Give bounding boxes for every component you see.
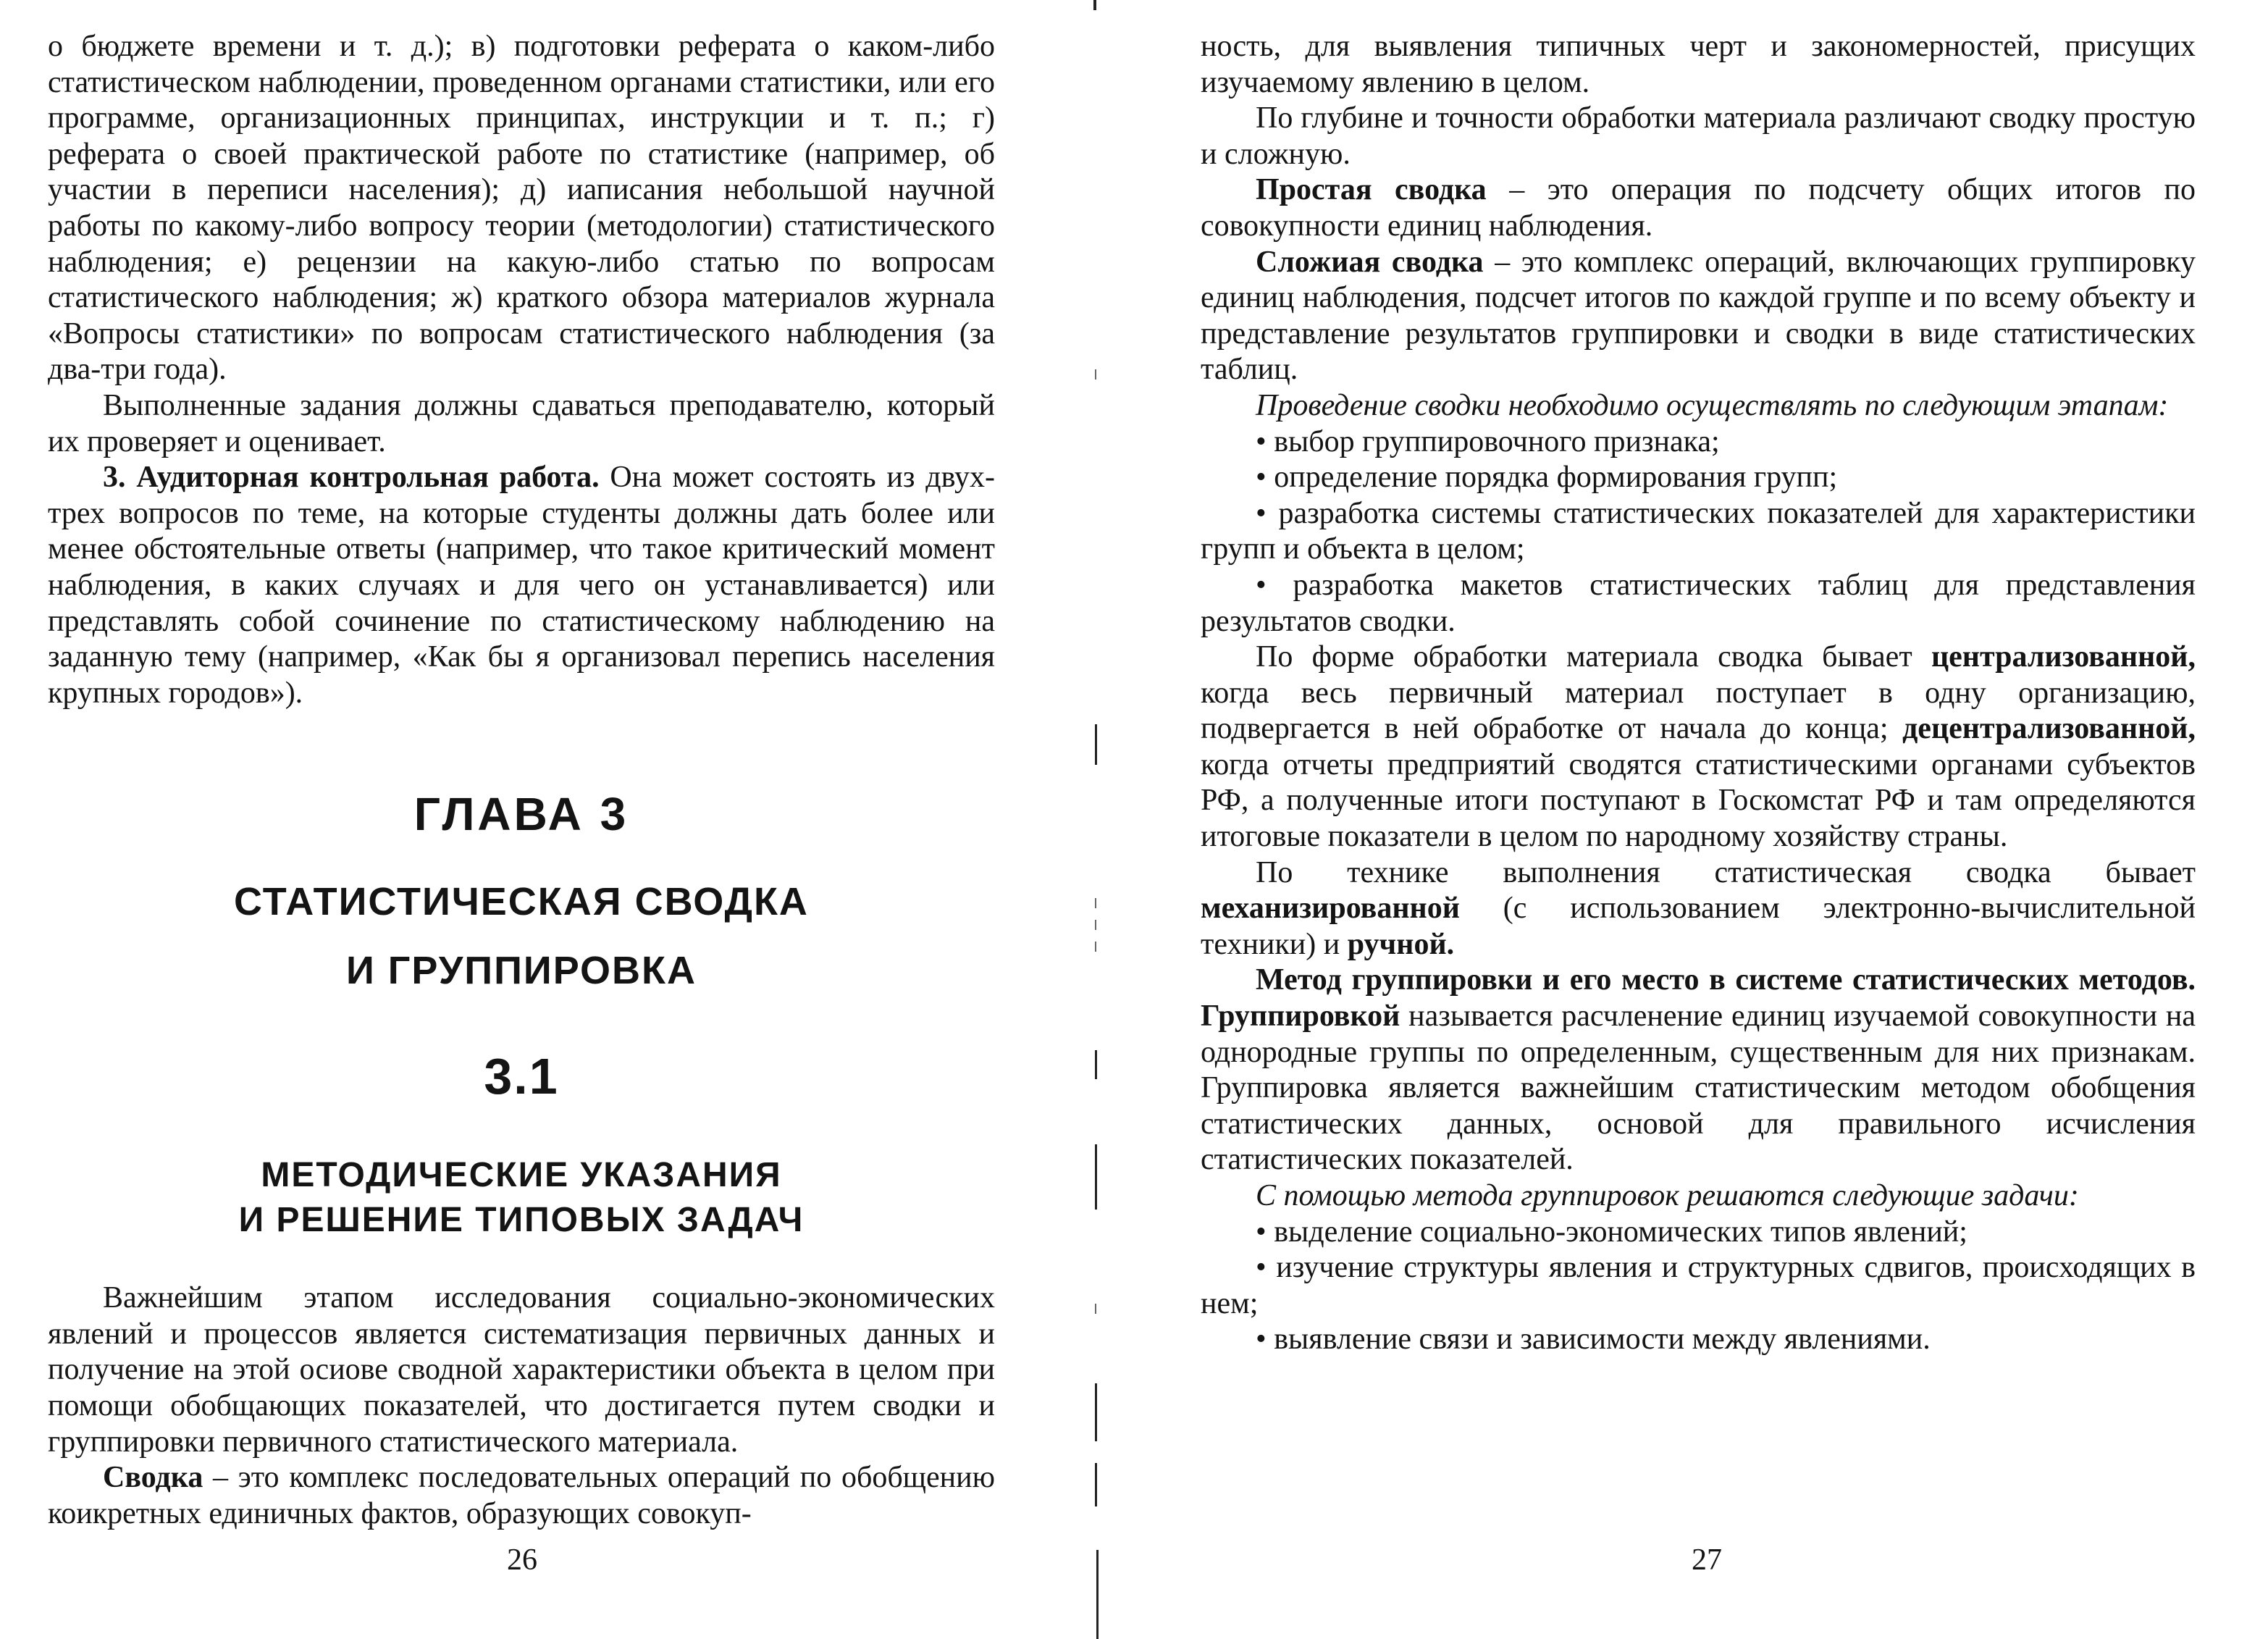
paragraph: ность, для выявления типичных черт и закономерностей, присущих изучаемому явлению в целом. <box>1201 30 2196 99</box>
paragraph-text: По технике выполнения статистическая сводка бывает <box>1256 855 2196 889</box>
bold-heading-run-in: Метод группировки и его место в системе статистических методов. <box>1256 963 2196 997</box>
chapter-title-line-2: И ГРУППИРОВКА <box>345 949 697 993</box>
bold-term: Простая сводка <box>1256 173 1487 207</box>
chapter-title-line-1: СТАТИСТИЧЕСКАЯ СВОДКА <box>234 880 809 924</box>
section-number: 3.1 <box>484 1048 559 1105</box>
paragraph-text: – это операция по подсчету общих итогов по совокупности единиц наблюдения. <box>1201 173 2196 243</box>
list-item: • изучение структуры явления и структурных сдвигов, происходящих в нем; <box>1201 1250 2196 1322</box>
bold-term: Сложиая сводка <box>1256 245 1484 279</box>
paragraph <box>48 1460 995 1532</box>
paragraph-text: По форме обработки материала сводка бывает <box>1256 640 1931 674</box>
paragraph <box>1201 1178 2196 1215</box>
paragraph: Выполненные задания должны сдаваться преподавателю, который их проверяет и оценивает. <box>48 388 995 458</box>
section-title-line-2: И РЕШЕНИЕ ТИПОВЫХ ЗАДАЧ <box>238 1201 805 1240</box>
bold-term: ручной. <box>1347 927 1455 961</box>
paragraph <box>1201 388 2196 424</box>
list-item: • выявление связи и зависимости между явлениями. <box>1201 1322 2196 1358</box>
paragraph: о бюджете времени и т. д.); в) подготовки реферата о каком-либо статистическом наблюдении, проведенном органами статистики, или его программе, организационных принципах, инструкции и т. п.; г) реферата о своей практической работе по статистике (например, об участии в переписи населения); д) иаписания небольшой научной работы по какому-либо вопросу теории (методологии) статистического наблюдения; е) рецензии на какую-либо статью по вопросам статистического наблюдения; ж) краткого обзора материалов журнала «Вопросы статистики» по вопросам статистического наблюдения (за два-три года). <box>48 30 995 387</box>
section-title <box>48 1153 995 1243</box>
italic-intro: Проведение сводки необходимо осуществлять по следующим этапам: <box>1256 388 2169 422</box>
paragraph-text: – это комплекс последовательных операций по обобщению коикретных единичных фактов, образующих совокуп- <box>48 1461 995 1530</box>
paragraph <box>48 460 995 711</box>
list-item: • разработка системы статистических показателей для характеристики групп и объекта в целом; <box>1201 496 2196 568</box>
bold-term: Группировкой <box>1201 999 1400 1034</box>
paragraph: По глубине и точности обработки материала различают сводку простую и сложную. <box>1201 101 2196 171</box>
chapter-title <box>48 868 995 1005</box>
paragraph-text: (с использованием электронно-вычислительной техники) и <box>1201 892 2196 961</box>
list-item: • разработка макетов статистических таблиц для представления результатов сводки. <box>1201 568 2196 640</box>
paragraph <box>1201 640 2196 855</box>
paragraph-text: Она может состоять из двух-трех вопросов по теме, на которые студенты должны дать более или менее обстоятельные ответы (например, что такое критический момент наблюдения, в каких случаях и для чего он устанавливается) или представлять собой сочинение по статистическому наблюдению на заданную тему (например, «Как бы я организовал перепись населения крупных городов»). <box>48 461 995 710</box>
paragraph: Важнейшим этапом исследования социально-экономических явлений и процессов является систематизация первичных данных и получение на этой осиове сводной характеристики объекта в целом при помощи обобщающих показателей, что достигается путем сводки и группировки первичного статистического материала. <box>48 1281 995 1459</box>
paragraph <box>1201 855 2196 963</box>
bold-term: децентрализованной, <box>1902 712 2196 746</box>
italic-intro: С помощью метода группировок решаются следующие задачи: <box>1256 1179 2079 1212</box>
bold-lead: 3. Аудиторная контрольная работа. <box>103 461 600 495</box>
paragraph <box>1201 963 2196 1178</box>
paragraph <box>1201 245 2196 388</box>
paragraph-text: когда весь первичный материал поступает в одну организацию, подвергается в ней обработке от начала до конца; <box>1201 676 2196 746</box>
page-number: 27 <box>1692 1543 1722 1577</box>
bold-term: централизованной, <box>1931 640 2196 674</box>
bold-term: механизированной <box>1201 892 1460 926</box>
list-item: • выделение социально-экономических типов явлений; <box>1201 1215 2196 1251</box>
list-item: • выбор группировочного признака; <box>1201 424 2196 461</box>
paragraph-text: когда отчеты предприятий сводятся статистическими органами субъектов РФ, а полученные итоги поступают в Госкомстат РФ и там определяются итоговые показатели в целом по народному хозяйству страны. <box>1201 747 2196 854</box>
right-page <box>1134 0 2268 1639</box>
chapter-label: ГЛАВА 3 <box>413 788 629 841</box>
bold-term: Сводка <box>103 1461 203 1495</box>
paragraph-text: называется расчленение единиц изучаемой совокупности на однородные группы по определенным, существенным для них признакам. Группировка является важнейшим статистическим методом обобщения статистических данных, основой для правильного исчисления статистических показателей. <box>1201 999 2196 1177</box>
page-number: 26 <box>507 1543 537 1577</box>
paragraph-text: – это комплекс операций, включающих группировку единиц наблюдения, подсчет итогов по каждой группе и по всему объекту и представление результатов группировки и сводки в виде статистических таблиц. <box>1201 245 2196 387</box>
list-item: • определение порядка формирования групп; <box>1201 460 2196 496</box>
paragraph <box>1201 172 2196 244</box>
section-title-line-1: МЕТОДИЧЕСКИЕ УКАЗАНИЯ <box>261 1156 782 1195</box>
